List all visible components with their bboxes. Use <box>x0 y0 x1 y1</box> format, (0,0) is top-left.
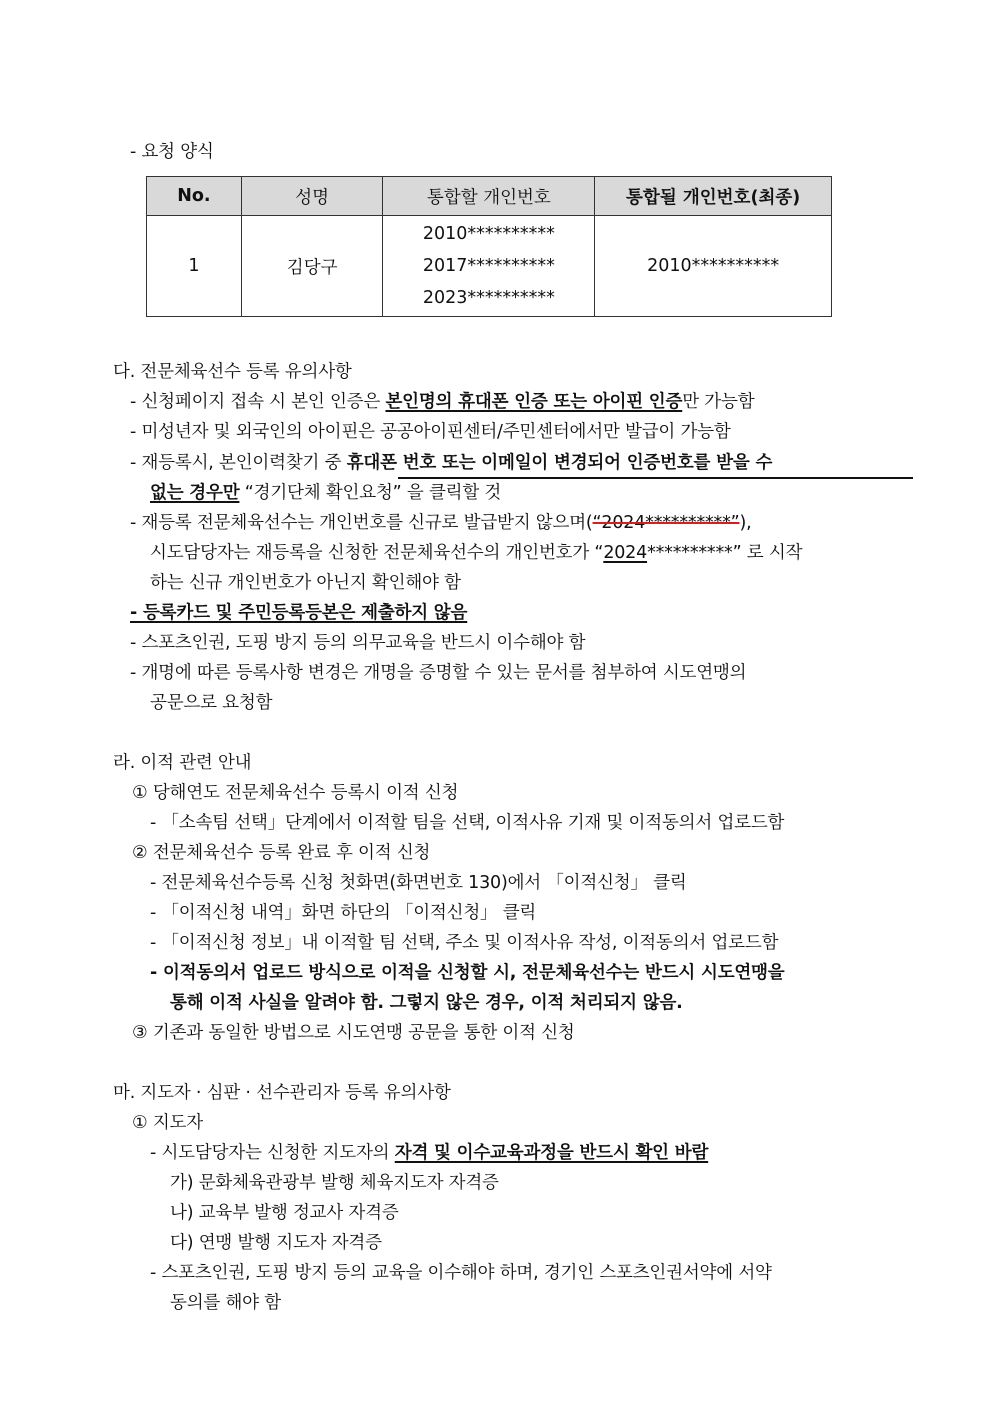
merge-id: 2023********** <box>422 288 555 308</box>
column-header-no: No. <box>147 177 242 216</box>
request-form-table <box>146 176 832 317</box>
da-line-9: - 스포츠인권, 도핑 방지 등의 의무교육을 반드시 이수해야 함 <box>130 633 586 653</box>
ma-line-2: - 스포츠인권, 도핑 방지 등의 교육을 이수해야 하며, 경기인 스포츠인권서약에 서약 <box>150 1263 772 1283</box>
da-line-3 <box>130 451 772 475</box>
text: - 재등록 전문체육선수는 개인번호를 신규로 발급받지 않으며( <box>130 513 593 533</box>
ma-item-ga: 가) 문화체육관광부 발행 체육지도자 자격증 <box>170 1173 499 1193</box>
bold-text: 휴대폰 번호 또는 이메일이 변경되어 인증번호를 받을 수 <box>346 453 773 473</box>
cell-final-id: 2010********** <box>595 216 832 317</box>
cell-name: 김당구 <box>241 216 383 317</box>
ra-step-2-detail-b: - 「이적신청 내역」화면 하단의 「이적신청」 클릭 <box>150 903 537 923</box>
underlined-text: 2024 <box>603 543 648 563</box>
table-row <box>147 216 832 317</box>
cell-no: 1 <box>147 216 242 317</box>
column-header-name: 성명 <box>241 177 383 216</box>
da-line-11: 공문으로 요청함 <box>150 693 273 713</box>
ra-step-2-detail-d1: - 이적동의서 업로드 방식으로 이적을 신청할 시, 전문체육선수는 반드시 시도연맹을 <box>150 963 785 983</box>
underlined-text: 없는 경우만 <box>150 483 240 503</box>
struck-text: “2024**********” <box>592 513 740 533</box>
da-line-6 <box>150 541 802 565</box>
text: ), <box>739 513 752 533</box>
ma-item-na: 나) 교육부 발행 정교사 자격증 <box>170 1203 399 1223</box>
cell-merge-ids <box>383 216 595 317</box>
table-header-row <box>147 177 832 216</box>
da-line-7: 하는 신규 개인번호가 아닌지 확인해야 함 <box>150 573 461 593</box>
text: 만 가능함 <box>682 392 755 412</box>
da-line-2: - 미성년자 및 외국인의 아이핀은 공공아이핀센터/주민센터에서만 발급이 가능함 <box>130 422 731 442</box>
da-line-5 <box>130 511 752 535</box>
ra-step-2-detail-d2: 통해 이적 사실을 알려야 함. 그렇지 않은 경우, 이적 처리되지 않음. <box>170 993 683 1013</box>
da-line-4 <box>150 481 501 505</box>
da-line-10: - 개명에 따른 등록사항 변경은 개명을 증명할 수 있는 문서를 첨부하여 시도연맹의 <box>130 663 747 683</box>
underlined-text: 자격 및 이수교육과정을 반드시 확인 바람 <box>394 1143 709 1163</box>
section-da-title: 다. 전문체육선수 등록 유의사항 <box>113 362 352 382</box>
ma-step-1: ① 지도자 <box>132 1113 203 1133</box>
request-form-heading: - 요청 양식 <box>130 142 214 162</box>
ra-step-3: ③ 기존과 동일한 방법으로 시도연맹 공문을 통한 이적 신청 <box>132 1023 575 1043</box>
ra-step-2: ② 전문체육선수 등록 완료 후 이적 신청 <box>132 843 431 863</box>
ra-step-2-detail-c: - 「이적신청 정보」내 이적할 팀 선택, 주소 및 이적사유 작성, 이적동의서 업로드함 <box>150 933 779 953</box>
merge-id: 2017********** <box>422 256 555 276</box>
text: **********” 로 시작 <box>647 543 803 563</box>
underline-rule <box>398 477 913 479</box>
column-header-merge-ids: 통합할 개인번호 <box>383 177 595 216</box>
text: - 신청페이지 접속 시 본인 인증은 <box>130 392 386 412</box>
text: - 재등록시, 본인이력찾기 중 <box>130 453 347 473</box>
section-ra-title: 라. 이적 관련 안내 <box>113 753 252 773</box>
text: “경기단체 확인요청” 을 클릭할 것 <box>239 483 502 503</box>
ma-line-3: 동의를 해야 함 <box>170 1293 281 1313</box>
da-line-8: - 등록카드 및 주민등록등본은 제출하지 않음 <box>130 603 468 623</box>
ma-line-1 <box>150 1141 708 1165</box>
ma-item-da: 다) 연맹 발행 지도자 자격증 <box>170 1233 382 1253</box>
da-line-1 <box>130 390 754 414</box>
ra-step-1-detail: - 「소속팀 선택」단계에서 이적할 팀을 선택, 이적사유 기재 및 이적동의서 업로드함 <box>150 813 785 833</box>
section-ma-title: 마. 지도자 · 심판 · 선수관리자 등록 유의사항 <box>113 1083 451 1103</box>
text: 시도담당자는 재등록을 신청한 전문체육선수의 개인번호가 “ <box>150 543 604 563</box>
merge-id: 2010********** <box>422 224 555 244</box>
ra-step-2-detail-a: - 전문체육선수등록 신청 첫화면(화면번호 130)에서 「이적신청」 클릭 <box>150 873 687 893</box>
text: - 시도담당자는 신청한 지도자의 <box>150 1143 395 1163</box>
underlined-text: 본인명의 휴대폰 인증 또는 아이핀 인증 <box>385 392 683 412</box>
ra-step-1: ① 당해연도 전문체육선수 등록시 이적 신청 <box>132 783 459 803</box>
column-header-final-id: 통합될 개인번호(최종) <box>595 177 832 216</box>
